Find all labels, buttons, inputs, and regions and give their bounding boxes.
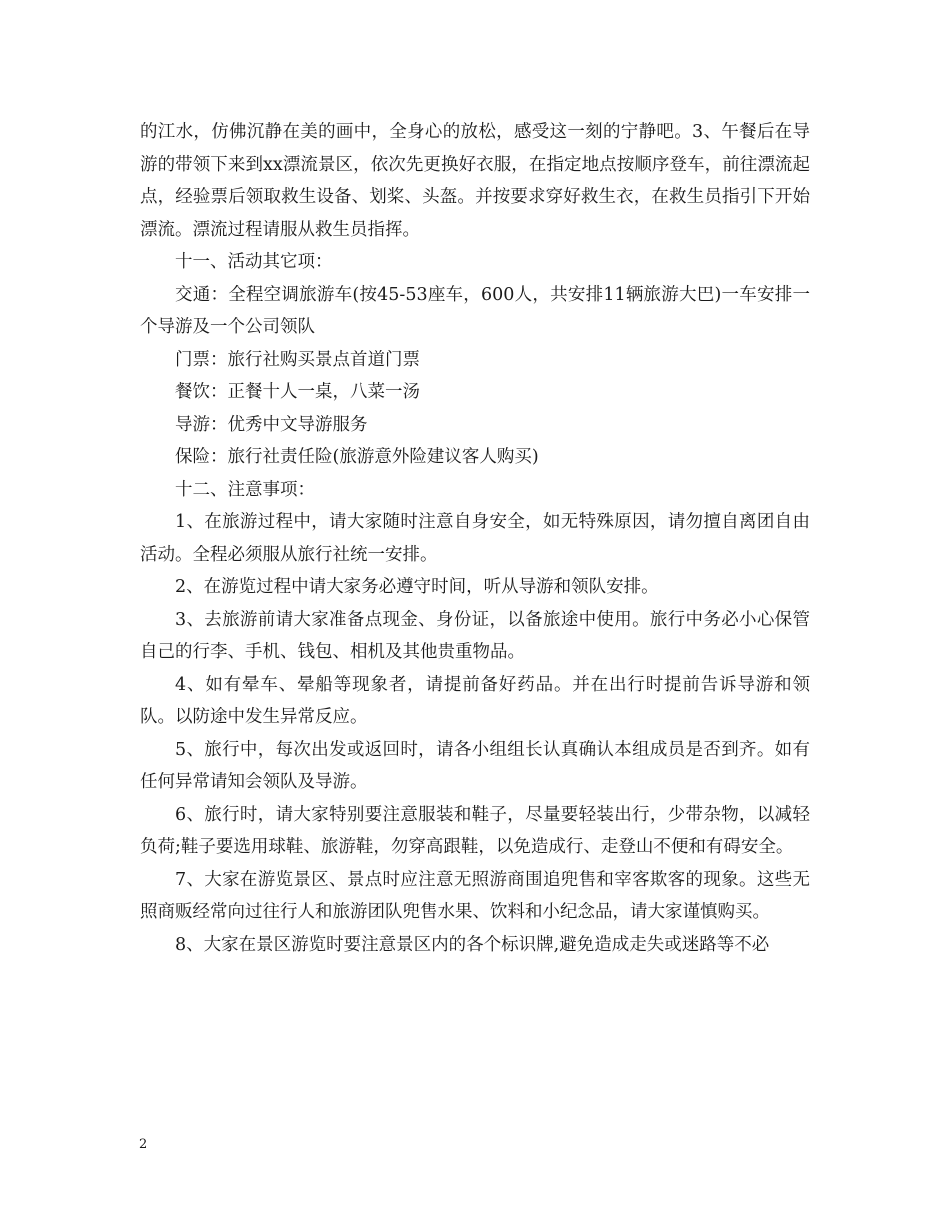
notice-item-7: 7、大家在游览景区、景点时应注意无照游商围追兜售和宰客欺客的现象。这些无照商贩经常向过往行人和旅游团队兜售水果、饮料和小纪念品，请大家谨慎购买。 [140, 869, 810, 922]
notice-item-6: 6、旅行时，请大家特别要注意服装和鞋子，尽量要轻装出行，少带杂物，以减轻负荷;鞋子要选用球鞋、旅游鞋，勿穿高跟鞋，以免造成行、走登山不便和有碍安全。 [140, 804, 810, 857]
document-body [140, 116, 810, 961]
paragraph-guide: 导游：优秀中文导游服务 [175, 414, 368, 435]
page-number: 2 [139, 1137, 148, 1152]
notice-item-3: 3、去旅游前请大家准备点现金、身份证，以备旅途中使用。旅行中务必小心保管自己的行李、手机、钱包、相机及其他贵重物品。 [140, 609, 810, 662]
paragraph-insurance: 保险：旅行社责任险(旅游意外险建议客人购买) [175, 447, 539, 467]
notice-item-5: 5、旅行中，每次出发或返回时，请各小组组长认真确认本组成员是否到齐。如有任何异常请知会领队及导游。 [140, 739, 810, 792]
heading-section-12: 十二、注意事项： [175, 479, 315, 500]
notice-item-2: 2、在游览过程中请大家务必遵守时间，听从导游和领队安排。 [175, 577, 659, 597]
notice-item-1: 1、在旅游过程中，请大家随时注意自身安全，如无特殊原因，请勿擅自离团自由活动。全程必须服从旅行社统一安排。 [140, 512, 810, 565]
paragraph-transport: 交通：全程空调旅游车(按45-53座车，600人，共安排11辆旅游大巴)一车安排一个导游及一个公司领队 [140, 284, 810, 337]
paragraph-tickets: 门票：旅行社购买景点首道门票 [175, 349, 420, 370]
notice-item-8: 8、大家在景区游览时要注意景区内的各个标识牌,避免造成走失或迷路等不必 [175, 934, 770, 955]
paragraph-meals: 餐饮：正餐十人一桌，八菜一汤 [175, 382, 420, 402]
paragraph-river-rafting: 的江水，仿佛沉静在美的画中，全身心的放松，感受这一刻的宁静吧。3、午餐后在导游的带领下来到xx漂流景区，依次先更换好衣服，在指定地点按顺序登车，前往漂流起点，经验票后领取救生设备、划桨、头盔。并按要求穿好救生衣，在救生员指引下开始漂流。漂流过程请服从救生员指挥。 [140, 122, 810, 240]
heading-section-11: 十一、活动其它项： [175, 252, 333, 272]
notice-item-4: 4、如有晕车、晕船等现象者，请提前备好药品。并在出行时提前告诉导游和领队。以防途中发生异常反应。 [140, 674, 810, 727]
